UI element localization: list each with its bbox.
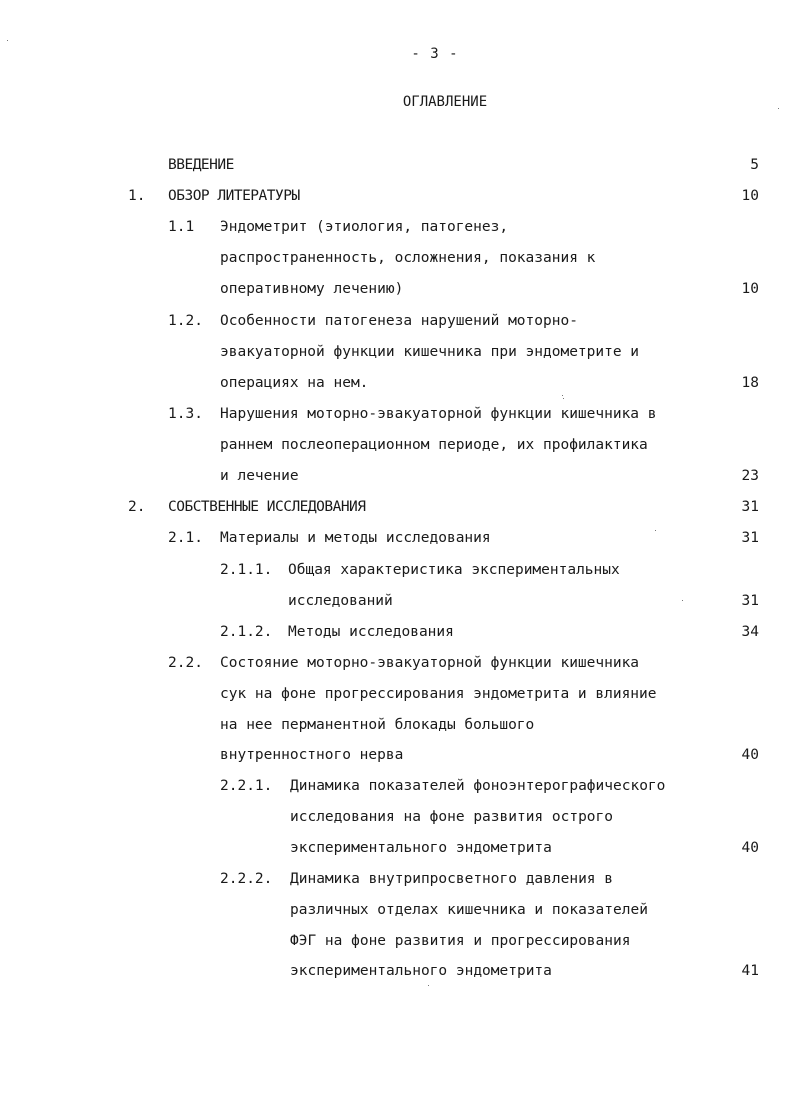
entry-title-line: Особенности патогенеза нарушений моторно-	[220, 313, 578, 329]
entry-title-line: на нее перманентной блокады большого	[220, 717, 535, 733]
scan-speck	[778, 108, 779, 109]
entry-title-line: экспериментального эндометрита	[290, 840, 552, 856]
entry-title-line: Эндометрит (этиология, патогенез,	[220, 219, 509, 235]
entry-number: 1.2.	[168, 313, 203, 329]
entry-title-line: внутренностного нерва	[220, 747, 404, 763]
scan-speck	[428, 985, 429, 986]
entry-title-line: различных отделах кишечника и показателей	[290, 902, 648, 918]
entry-number: 2.2.1.	[220, 778, 273, 794]
entry-title: Методы исследования	[288, 624, 454, 640]
scan-speck	[7, 40, 8, 41]
entry-title-line: раннем послеоперационном периоде, их профилактика	[220, 437, 648, 453]
entry-title-line: Общая характеристика экспериментальных	[288, 562, 620, 578]
entry-title: Материалы и методы исследования	[220, 530, 491, 546]
entry-title-line: ФЭГ на фоне развития и прогрессирования	[290, 933, 631, 949]
entry-page-number: 5	[750, 157, 759, 173]
page-number: - 3 -	[411, 46, 459, 62]
entry-title-line: Динамика показателей фоноэнтерографического	[290, 778, 666, 794]
entry-number: 2.2.2.	[220, 871, 273, 887]
entry-title: ОБЗОР ЛИТЕРАТУРЫ	[168, 188, 300, 204]
entry-number: 2.2.	[168, 655, 203, 671]
entry-title-line: Состояние моторно-эвакуаторной функции кишечника	[220, 655, 640, 671]
entry-title-line: исследований	[288, 593, 393, 609]
entry-page-number: 31	[741, 530, 759, 546]
entry-title-line: сук на фоне прогрессирования эндометрита и влияние	[220, 686, 657, 702]
entry-number: 1.3.	[168, 406, 203, 422]
entry-number: 2.1.2.	[220, 624, 273, 640]
entry-page-number: 40	[741, 747, 759, 763]
entry-title: СОБСТВЕННЫЕ ИССЛЕДОВАНИЯ	[168, 499, 366, 515]
entry-number: 1.1	[168, 219, 195, 235]
entry-title-line: экспериментального эндометрита	[290, 963, 552, 979]
entry-page-number: 10	[741, 281, 759, 297]
entry-page-number: 31	[741, 593, 759, 609]
entry-title-line: Нарушения моторно-эвакуаторной функции кишечника в	[220, 406, 657, 422]
entry-number: 2.1.	[168, 530, 203, 546]
entry-title-line: распространенность, осложнения, показания к	[220, 250, 596, 266]
toc-title: ОГЛАВЛЕНИЕ	[402, 94, 488, 110]
entry-title-line: оперативному лечению)	[220, 281, 404, 297]
entry-page-number: 10	[741, 188, 759, 204]
entry-title-line: эвакуаторной функции кишечника при эндометрите и	[220, 344, 640, 360]
scan-speck	[562, 395, 563, 396]
entry-page-number: 18	[741, 375, 759, 391]
entry-title: ВВЕДЕНИЕ	[168, 157, 234, 173]
scan-speck	[563, 398, 564, 399]
scan-speck	[682, 600, 683, 601]
entry-page-number: 41	[741, 963, 759, 979]
entry-page-number: 23	[741, 468, 759, 484]
entry-number: 2.	[128, 499, 146, 515]
entry-page-number: 40	[741, 840, 759, 856]
entry-title-line: операциях на нем.	[220, 375, 369, 391]
entry-title-line: и лечение	[220, 468, 299, 484]
scan-speck	[655, 530, 656, 531]
entry-title-line: исследования на фоне развития острого	[290, 809, 614, 825]
entry-number: 1.	[128, 188, 146, 204]
entry-number: 2.1.1.	[220, 562, 273, 578]
entry-page-number: 31	[741, 499, 759, 515]
entry-page-number: 34	[741, 624, 759, 640]
entry-title-line: Динамика внутрипросветного давления в	[290, 871, 614, 887]
